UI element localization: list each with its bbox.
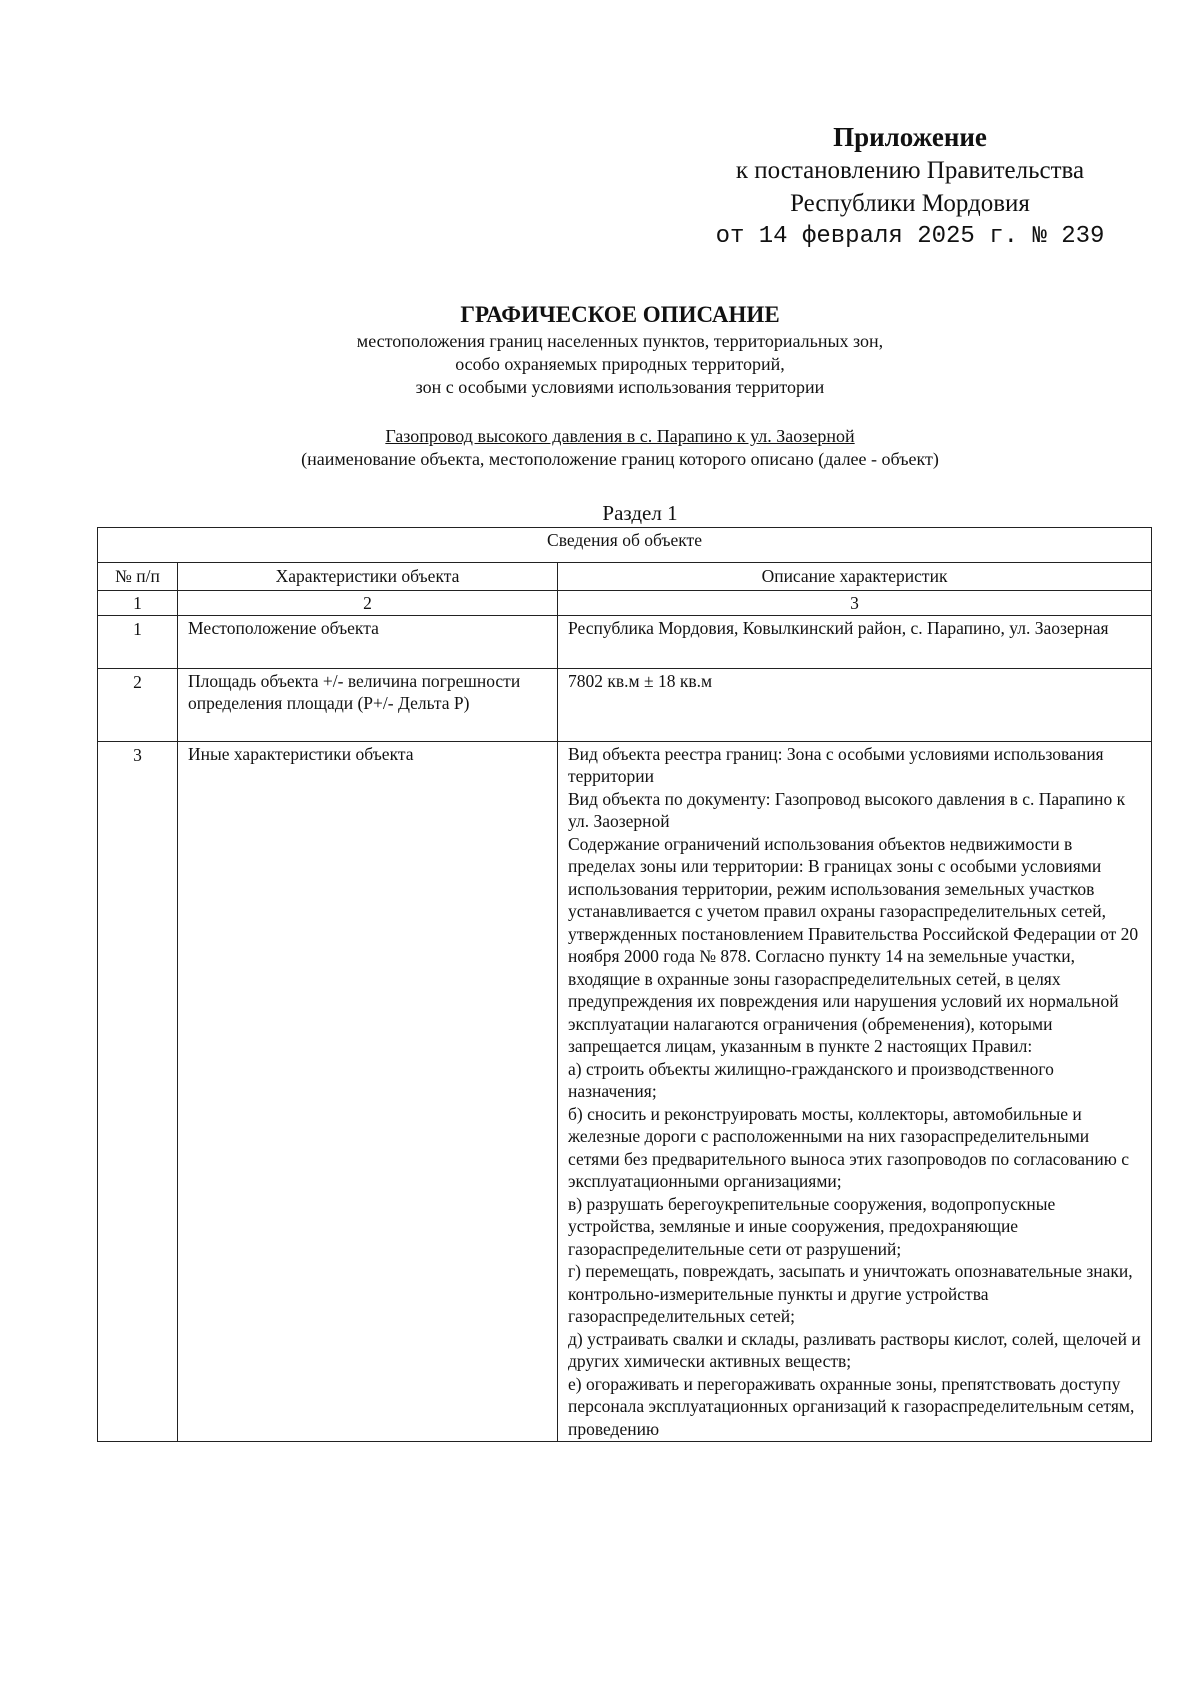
row-characteristic: Площадь объекта +/- величина погрешности определения площади (Р+/- Дельта Р) [178, 668, 558, 741]
column-number: 1 [98, 590, 178, 615]
appendix-line-1: к постановлению Правительства [735, 157, 1085, 184]
column-header-description: Описание характеристик [558, 563, 1152, 591]
title-block [200, 300, 1040, 399]
table-title-row [98, 528, 1152, 563]
table-row [98, 615, 1152, 668]
row-description [558, 615, 1152, 668]
row-description [558, 668, 1152, 741]
description-paragraph: в) разрушать берегоукрепительные сооружения, водопропускные устройства, земляные и иные сооружения, предохраняющие газораспределительные сети от разрушений; [568, 1193, 1056, 1259]
appendix-block [700, 120, 1120, 254]
row-description [558, 741, 1152, 1442]
row-number: 3 [98, 741, 178, 1442]
description-paragraph: Вид объекта реестра границ: Зона с особыми условиями использования территории [568, 743, 1104, 786]
appendix-date-line: от 14 февраля 2025 г. № 239 [715, 223, 1105, 250]
description-paragraph: д) устраивать свалки и склады, разливать растворы кислот, солей, щелочей и других химически активных веществ; [568, 1328, 1141, 1371]
subtitle-line: зон с особыми условиями использования территории [415, 377, 825, 397]
row-number: 1 [98, 615, 178, 668]
document-title: ГРАФИЧЕСКОЕ ОПИСАНИЕ [460, 302, 780, 327]
column-number: 2 [178, 590, 558, 615]
appendix-heading: Приложение [833, 122, 987, 152]
appendix-line-2: Республики Мордовия [790, 190, 1030, 217]
table-header-row [98, 563, 1152, 591]
column-header-characteristic: Характеристики объекта [178, 563, 558, 591]
description-paragraph: Содержание ограничений использования объектов недвижимости в пределах зоны или территории: В границах зоны с особыми условиями использования территории, режим использования земельных участков устанавливается с учетом правил охраны газораспределительных сетей, утвержденных постановлением Правительства Российской Федерации от 20 ноября 2000 года № 878. Согласно пункту 14 на земельные участки, входящие в охранные зоны газораспределительных сетей, в целях предупреждения их повреждения или нарушения условий их нормальной эксплуатации налагаются ограничения (обременения), которыми запрещается лицам, указанным в пункте 2 настоящих Правил: [568, 833, 1139, 1056]
table-title: Сведения об объекте [98, 528, 1152, 563]
description-paragraph: 7802 кв.м ± 18 кв.м [568, 670, 713, 691]
description-paragraph: Республика Мордовия, Ковылкинский район, с. Парапино, ул. Заозерная [568, 617, 1109, 638]
column-numbers-row [98, 590, 1152, 615]
column-header-number: № п/п [98, 563, 178, 591]
object-info-table [97, 527, 1152, 1442]
description-paragraph: Вид объекта по документу: Газопровод высокого давления в с. Парапино к ул. Заозерной [568, 788, 1126, 831]
description-paragraph: е) огораживать и перегораживать охранные зоны, препятствовать доступу персонала эксплуатационных организаций к газораспределительным сетям, проведению [568, 1373, 1135, 1439]
section-label: Раздел 1 [602, 501, 678, 525]
subtitle-line: особо охраняемых природных территорий, [455, 354, 785, 374]
table-row [98, 668, 1152, 741]
object-block [150, 425, 1090, 471]
object-name-note: (наименование объекта, местоположение границ которого описано (далее - объект) [301, 449, 939, 469]
row-number: 2 [98, 668, 178, 741]
row-characteristic: Местоположение объекта [178, 615, 558, 668]
object-name: Газопровод высокого давления в с. Парапино к ул. Заозерной [385, 426, 855, 446]
row-characteristic: Иные характеристики объекта [178, 741, 558, 1442]
description-paragraph: б) сносить и реконструировать мосты, коллекторы, автомобильные и железные дороги с расположенными на них газораспределительными сетями без предварительного выноса этих газопроводов по согласованию с эксплуатационными организациями; [568, 1103, 1130, 1191]
description-paragraph: а) строить объекты жилищно-гражданского и производственного назначения; [568, 1058, 1054, 1101]
subtitle-line: местоположения границ населенных пунктов, территориальных зон, [356, 331, 884, 351]
description-paragraph: г) перемещать, повреждать, засыпать и уничтожать опознавательные знаки, контрольно-измерительные пункты и другие устройства газораспределительных сетей; [568, 1261, 1133, 1326]
table-row [98, 741, 1152, 1442]
column-number: 3 [558, 590, 1152, 615]
